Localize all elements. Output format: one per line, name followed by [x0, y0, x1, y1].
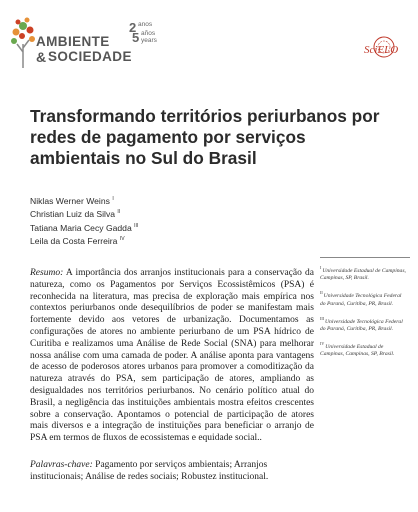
journal-name-line2: SOCIEDADE [48, 49, 132, 64]
author-1[interactable] [30, 194, 138, 207]
affiliation-mark: II [320, 290, 323, 296]
affiliations-divider [320, 257, 410, 258]
tree-icon [8, 14, 38, 68]
affiliation-text: Universidade Estadual de Campinas, Campinas, SP, Brasil. [320, 344, 395, 358]
keywords [30, 460, 314, 484]
author-mark: I [112, 196, 114, 202]
author-3[interactable] [30, 221, 138, 234]
anniversary-word-3: years [141, 37, 157, 44]
journal-logo[interactable] [8, 6, 178, 68]
author-mark: II [117, 209, 121, 216]
author-2[interactable] [30, 207, 138, 220]
affiliation-1 [320, 264, 408, 282]
author-mark: IV [119, 235, 125, 242]
keywords-label: Palavras-chave: [30, 460, 93, 470]
scielo-logo[interactable] [352, 30, 412, 66]
affiliation-text: Universidade Tecnológica Federal do Paraná, Curitiba, PR, Brasil. [320, 318, 403, 333]
author-4[interactable] [30, 234, 138, 247]
affiliation-4 [320, 340, 408, 358]
author-name: Leila da Costa Ferreira [30, 235, 118, 246]
affiliation-text: Universidade Tecnológica Federal do Paraná, Curitiba, PR, Brasil. [320, 293, 402, 307]
article-title: Transformando territórios periurbanos por redes de pagamento por serviços ambientais no Sul do Brasil [30, 106, 380, 168]
affiliation-text: Universidade Estadual de Campinas, Campinas, SP, Brasil. [320, 268, 406, 282]
scielo-wordmark: SciELO [364, 44, 399, 56]
anniversary-badge [129, 20, 179, 50]
affiliation-3 [320, 315, 408, 333]
anniversary-word-1: anos [138, 21, 153, 28]
anniversary-digit-2: 5 [132, 30, 140, 45]
affiliation-mark: III [320, 315, 324, 321]
keywords-text: Pagamento por serviços ambientais; Arranjos institucionais; Análise de redes sociais; Robustez institucional. [30, 460, 269, 482]
anniversary-word-2: años [141, 30, 156, 37]
author-name: Christian Luiz da Silva [30, 209, 116, 220]
journal-ampersand: & [36, 49, 47, 65]
abstract-text: A importância dos arranjos institucionais para a conservação da natureza, como os Pagamentos por Serviços Ecossistêmicos (PSA) é reconhecida na literatura, mas precisa de exploração mais empírica nos contextos periurbanos onde desequilíbrios de poder se manifestam mais fortemente devido aos vetores de urbanização. Documentamos as configurações de atores no ambiente periurbano de um PSA hídrico de Curitiba e realizamos uma Análise de Rede Social (SNA) para melhorar nossa análise com uma camada de poder. A análise aponta para vantagens de acesso de poderosos atores urbanos para promover a comoditização da natureza através do PSA, sem participação de atores, ampliando as desigualdades nos territórios periurbanos. No cenário político atual do Brasil, a negligência das instituições ambientais mostra efeitos crescentes sobre a conservação. Apontamos o potencial de participação de atores mais diversos e a integração de instituições para beneficiar o arranjo de PSA em termos de fluxos de ecossistemas e equidade social.. [30, 268, 315, 444]
abstract [30, 268, 314, 445]
author-name: Tatiana Maria Cecy Gadda [30, 222, 132, 233]
author-list [30, 194, 138, 247]
abstract-label: Resumo: [30, 268, 64, 278]
affiliation-2 [320, 289, 408, 307]
affiliation-mark: IV [320, 341, 325, 347]
journal-name-line1: AMBIENTE [36, 34, 110, 49]
journal-header [0, 0, 418, 72]
affiliations [320, 264, 408, 366]
affiliation-mark: I [320, 265, 322, 270]
anniversary-digit-1: 2 [129, 20, 137, 35]
author-mark: III [134, 222, 139, 229]
author-name: Niklas Werner Weins [30, 196, 110, 206]
